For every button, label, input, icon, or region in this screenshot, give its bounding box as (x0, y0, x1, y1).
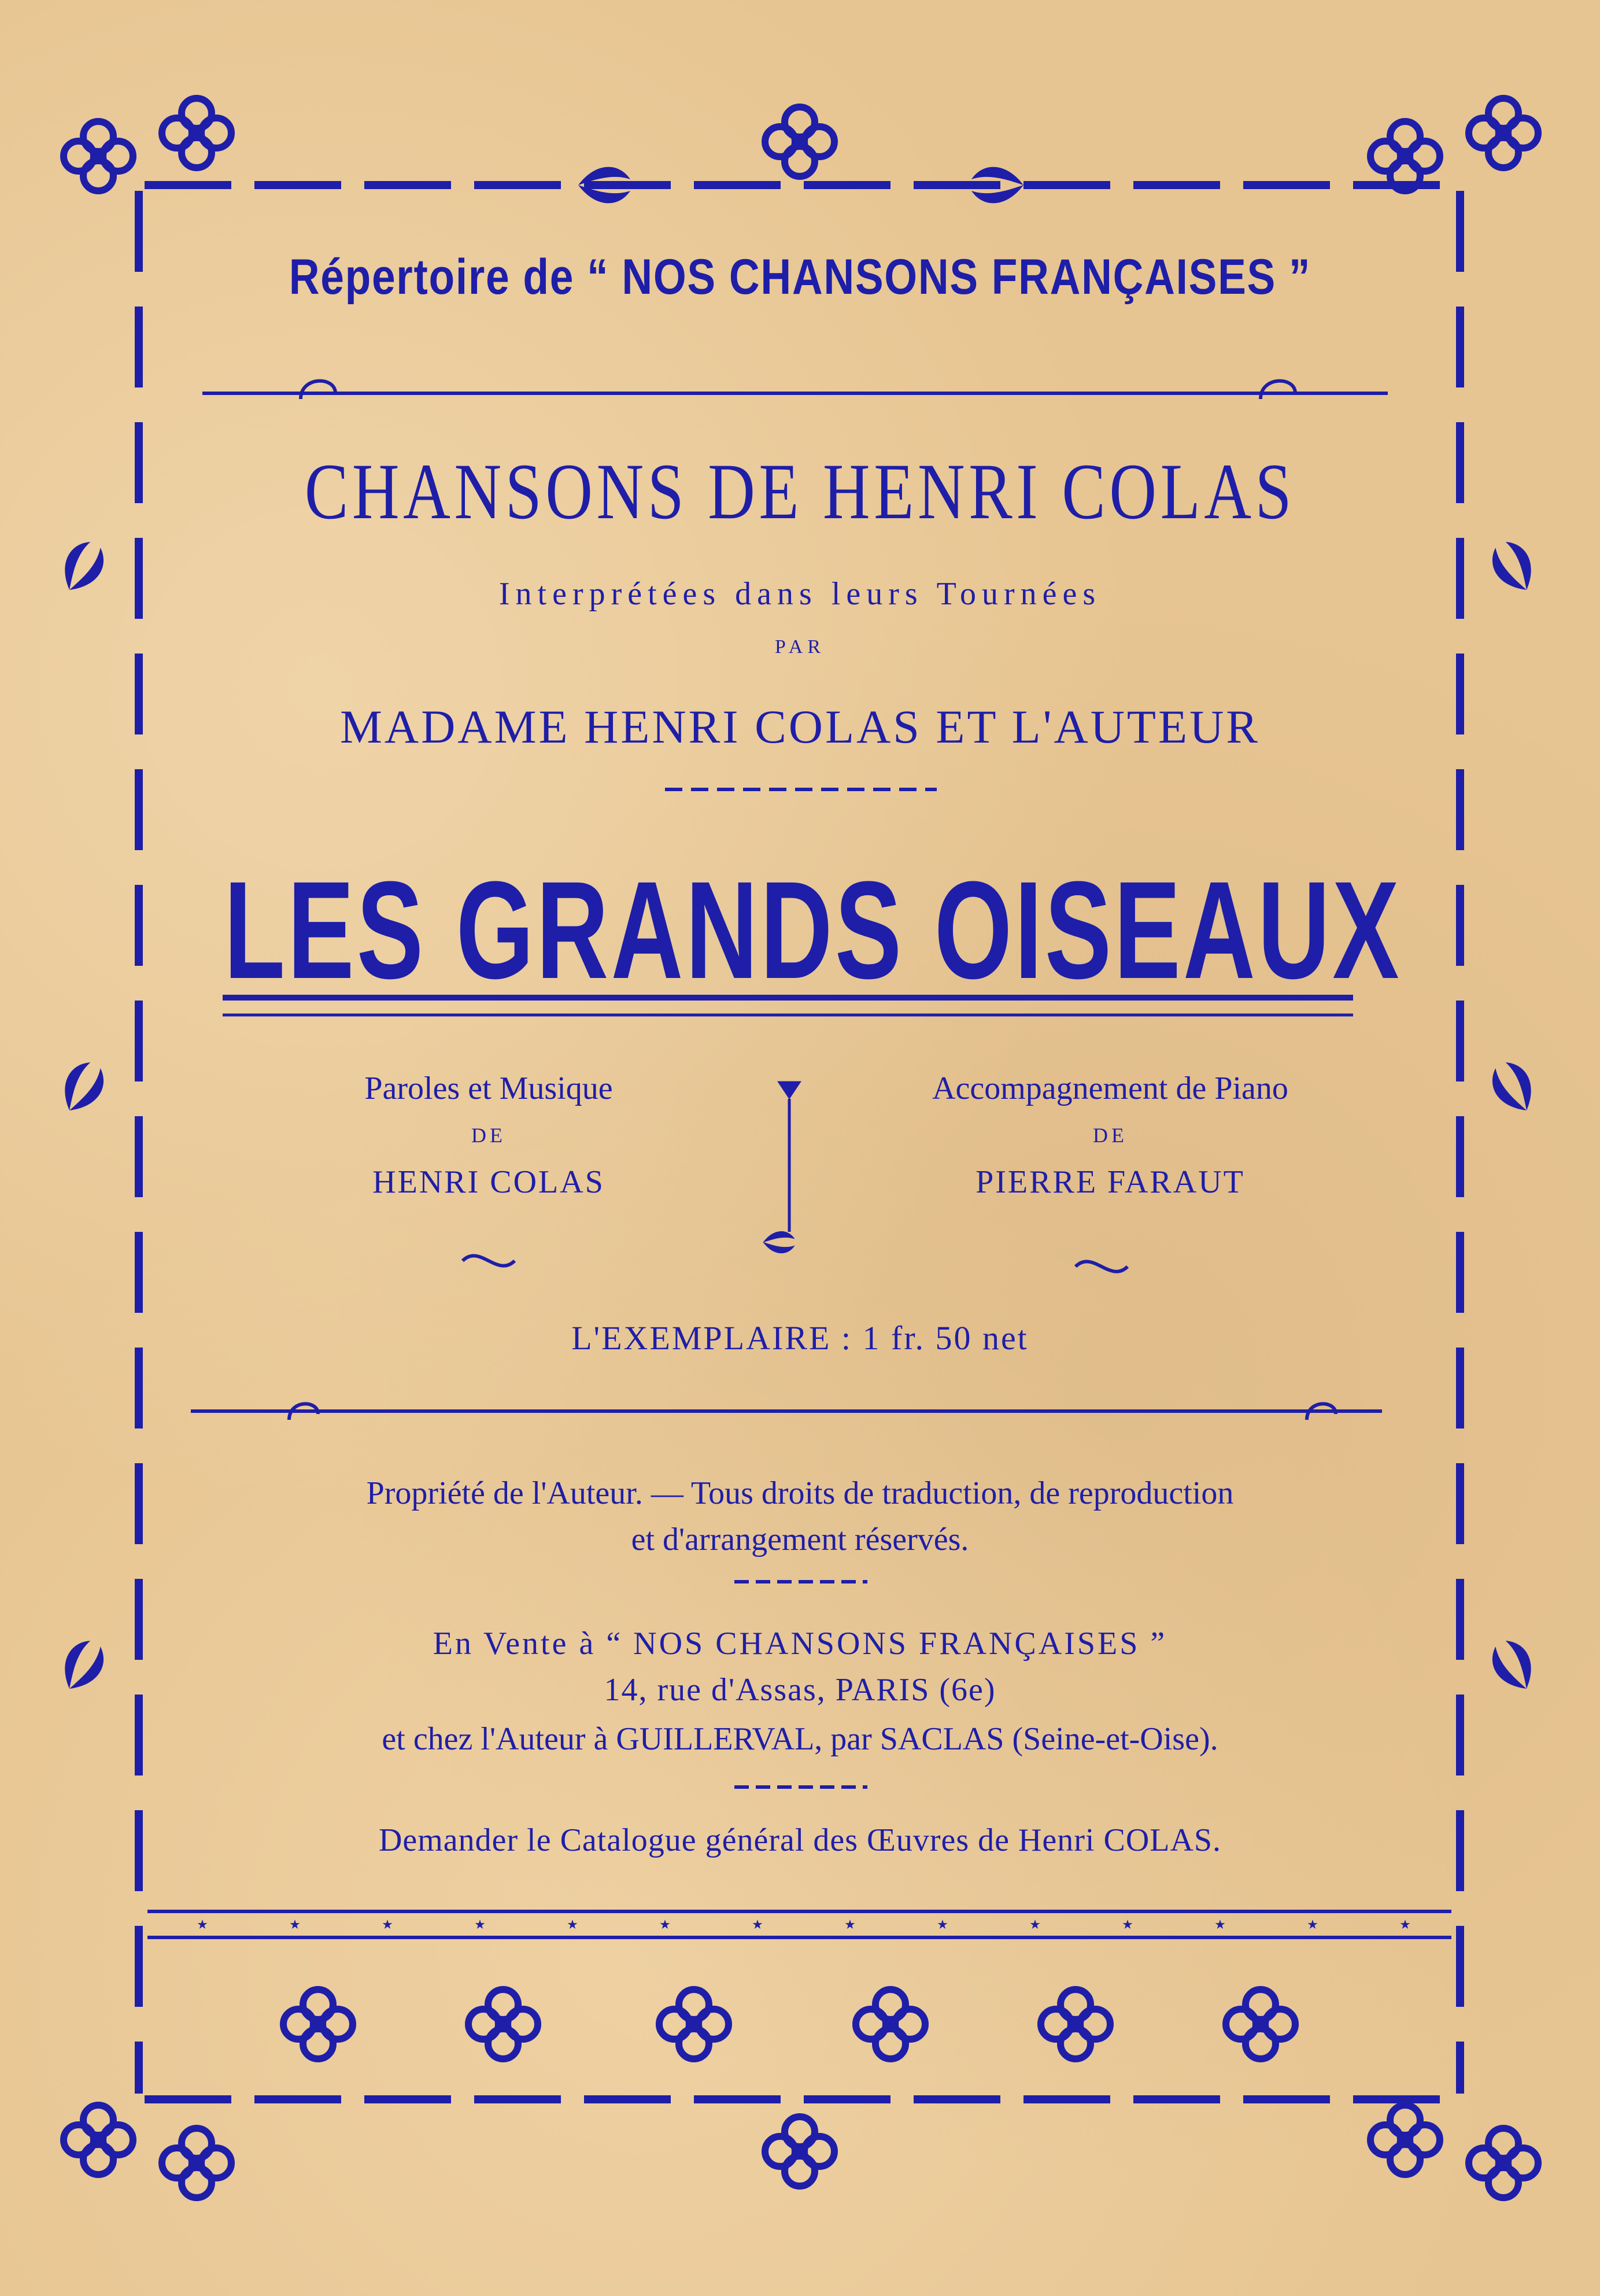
svg-text:★: ★ (1029, 1918, 1041, 1932)
svg-text:★: ★ (1214, 1918, 1226, 1932)
svg-text:★: ★ (659, 1918, 671, 1932)
credits-left (228, 1070, 749, 1201)
svg-text:★: ★ (474, 1918, 486, 1932)
price-line: L'EXEMPLAIRE : 1 fr. 50 net (571, 1319, 1029, 1357)
svg-text:★: ★ (1122, 1918, 1133, 1932)
rights-line-1: Propriété de l'Auteur. — Tous droits de traduction, de reproduction (366, 1475, 1234, 1511)
svg-text:★: ★ (289, 1918, 301, 1932)
lyrics-music-name: HENRI COLAS (372, 1164, 605, 1200)
svg-text:★: ★ (1307, 1918, 1318, 1932)
piano-role: Accompagnement de Piano (932, 1071, 1288, 1106)
interpretees-line: Interprétées dans leurs Tournées (498, 576, 1102, 612)
flower-row (283, 1989, 1295, 2059)
song-title: LES GRANDS OISEAUX (224, 852, 1402, 1007)
performers-line: MADAME HENRI COLAS ET L'AUTEUR (340, 700, 1260, 753)
lyrics-music-de: DE (471, 1124, 506, 1147)
sale-line-1: En Vente à “ NOS CHANSONS FRANÇAISES ” (433, 1626, 1167, 1662)
piano-de: DE (1093, 1124, 1128, 1147)
svg-text:★: ★ (567, 1918, 578, 1932)
svg-text:★: ★ (382, 1918, 393, 1932)
svg-text:★: ★ (1399, 1918, 1411, 1932)
piano-name: PIERRE FARAUT (975, 1164, 1245, 1200)
credits-right (850, 1070, 1370, 1201)
rights-line-2: et d'arrangement réservés. (631, 1522, 969, 1557)
chansons-title: CHANSONS DE HENRI COLAS (304, 447, 1296, 536)
catalogue-line: Demander le Catalogue général des Œuvres de Henri COLAS. (378, 1822, 1222, 1858)
svg-text:★: ★ (937, 1918, 948, 1932)
sale-line-3: et chez l'Auteur à GUILLERVAL, par SACLAS (Seine-et-Oise). (382, 1721, 1218, 1757)
par-line: PAR (774, 636, 826, 658)
lyrics-music-role: Paroles et Musique (364, 1071, 613, 1106)
svg-text:★: ★ (752, 1918, 763, 1932)
repertoire-heading: Répertoire de “ NOS CHANSONS FRANÇAISES ” (289, 249, 1311, 305)
svg-text:★: ★ (197, 1918, 208, 1932)
sale-line-2: 14, rue d'Assas, PARIS (6e) (604, 1672, 996, 1708)
svg-text:★: ★ (844, 1918, 856, 1932)
